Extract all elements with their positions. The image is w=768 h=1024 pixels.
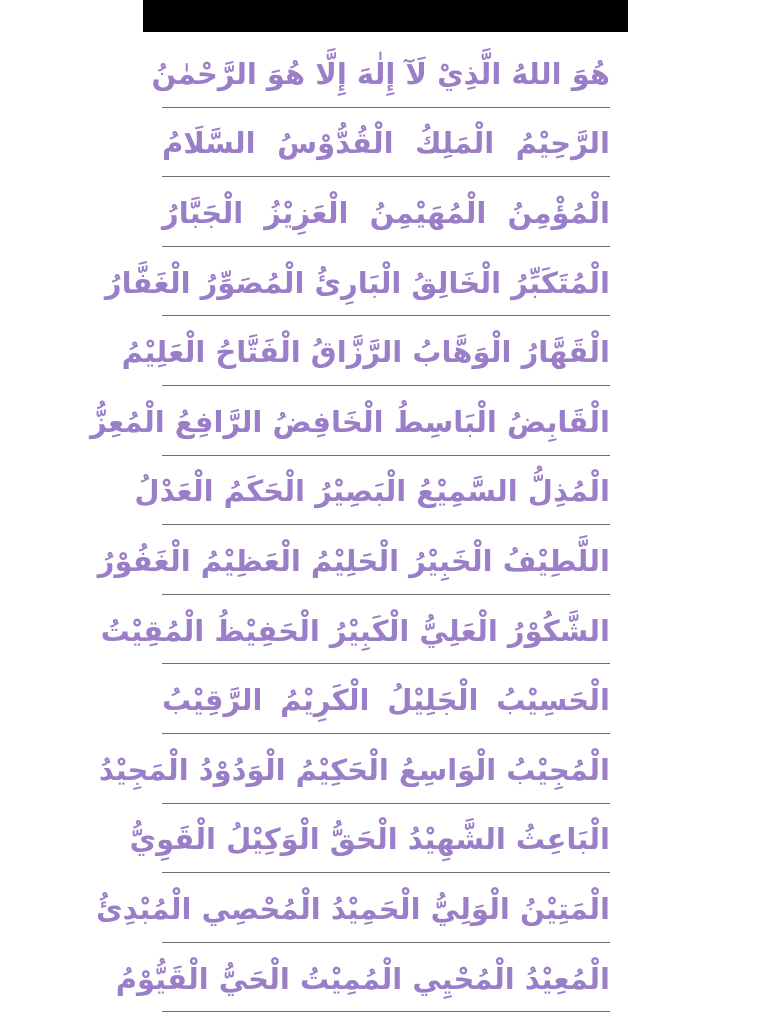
names-line-text: هُوَ اللهُ الَّذِيْ لَآ إِلٰهَ إِلَّا هُوَ الرَّحْمٰنُ — [151, 56, 610, 91]
names-line-text: الْقَابِضُ الْبَاسِطُ الْخَافِضُ الرَّافِعُ الْمُعِزُّ — [89, 404, 610, 439]
names-line-12 — [129, 804, 610, 874]
names-line-4 — [104, 247, 610, 317]
names-line-1 — [151, 38, 610, 108]
names-line-9 — [100, 595, 610, 665]
names-line-text: الْحَسِيْبُ الْجَلِيْلُ الْكَرِيْمُ الرَّقِيْبُ — [162, 683, 610, 718]
names-line-10 — [162, 664, 610, 734]
names-line-8 — [97, 525, 610, 595]
names-line-text: الْمَتِيْنُ الْوَلِيُّ الْحَمِيْدُ الْمُحْصِي الْمُبْدِئُ — [96, 892, 610, 927]
names-line-text: الْقَهَّارُ الْوَهَّابُ الرَّزَّاقُ الْفَتَّاحُ الْعَلِيْمُ — [121, 335, 610, 370]
names-line-text: الْمُذِلُّ السَّمِيْعُ الْبَصِيْرُ الْحَكَمُ الْعَدْلُ — [134, 474, 610, 509]
names-line-5 — [121, 316, 610, 386]
names-line-7 — [134, 456, 610, 526]
names-list — [89, 38, 610, 1018]
names-line-text: الشَّكُوْرُ الْعَلِيُّ الْكَبِيْرُ الْحَفِيْظُ الْمُقِيْتُ — [100, 613, 610, 648]
names-line-text: الْبَاعِثُ الشَّهِيْدُ الْحَقُّ الْوَكِيْلُ الْقَوِيُّ — [129, 822, 610, 857]
names-line-14 — [115, 943, 610, 1013]
names-line-11 — [98, 734, 610, 804]
names-line-text: الْمُجِيْبُ الْوَاسِعُ الْحَكِيْمُ الْوَدُوْدُ الْمَجِيْدُ — [98, 752, 610, 787]
names-line-text: الْمُعِيْدُ الْمُحْيِي الْمُمِيْتُ الْحَيُّ الْقَيُّوْمُ — [115, 961, 610, 996]
names-line-2 — [162, 108, 610, 178]
names-line-13 — [96, 873, 610, 943]
names-line-text: الْمُؤْمِنُ الْمُهَيْمِنُ الْعَزِيْزُ الْجَبَّارُ — [162, 196, 610, 231]
names-line-text: الْمُتَكَبِّرُ الْخَالِقُ الْبَارِئُ الْمُصَوِّرُ الْغَفَّارُ — [104, 265, 610, 300]
names-line-text: اللَّطِيْفُ الْخَبِيْرُ الْحَلِيْمُ الْعَظِيْمُ الْغَفُوْرُ — [97, 544, 610, 579]
top-black-bar — [143, 0, 628, 32]
names-line-3 — [162, 177, 610, 247]
names-line-text: الرَّحِيْمُ الْمَلِكُ الْقُدُّوْسُ السَّلَامُ — [162, 126, 610, 161]
names-line-6 — [89, 386, 610, 456]
